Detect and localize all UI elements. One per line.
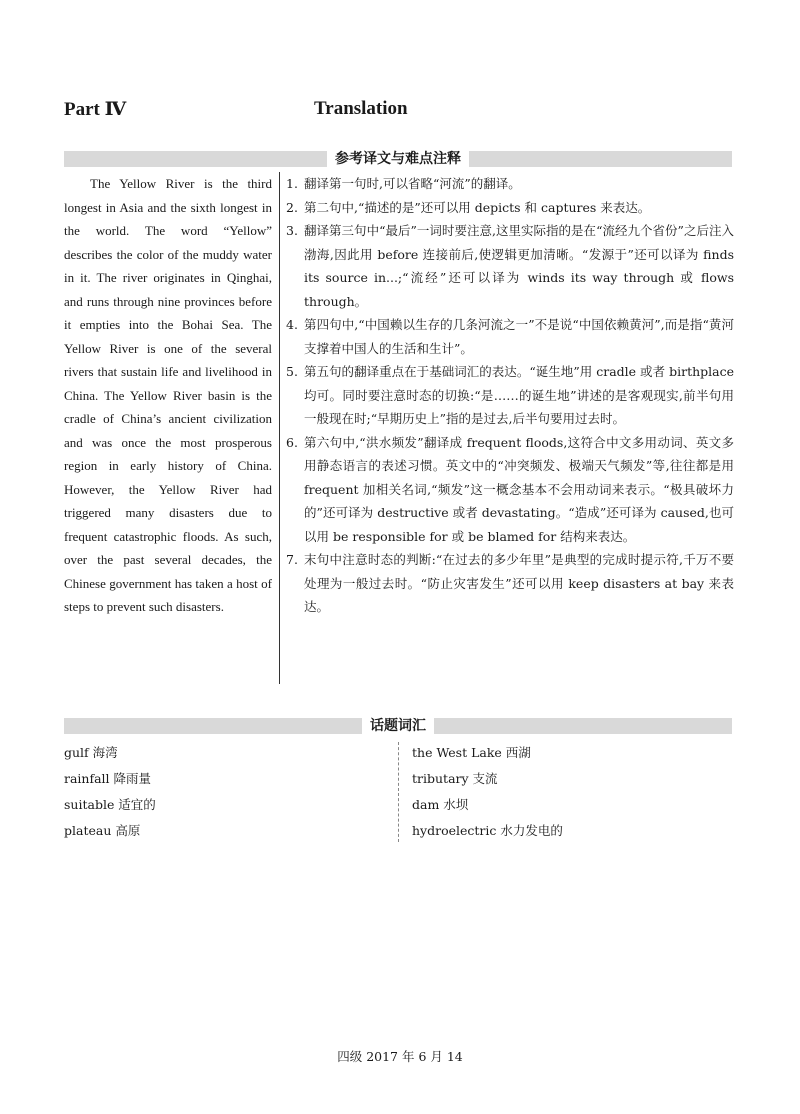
note-number: 6. (286, 434, 298, 450)
note-text: 第六句中,“洪水频发”翻译成 frequent floods,这符合中文多用动词、英文多用静态语言的表述习惯。英文中的“冲突频发、极端天气频发”等,往往都是用 frequent 加相关名词,“频发”这一概念基本不会用动词来表示。“极具破坏力的”还可译为 destructive 或者 devastating。“造成”还可译为 caused,也可以用 be responsible for 或 be blamed for 结构来表达。 (304, 434, 734, 544)
section-title-reference: 参考译文与难点注释 (327, 148, 469, 168)
vocab-item: suitable 适宜的 (64, 797, 156, 812)
note-number: 3. (286, 223, 298, 238)
section-title-vocabulary: 话题词汇 (362, 715, 434, 735)
part-label: Part Ⅳ (64, 99, 127, 120)
section-band-vocabulary (64, 718, 732, 734)
section-band-reference (64, 151, 732, 167)
vocab-item: the West Lake 西湖 (412, 745, 531, 760)
note-item (286, 431, 734, 549)
vocab-list-right (412, 740, 712, 844)
vocab-divider (398, 742, 399, 842)
note-text: 翻译第一句时,可以省略“河流”的翻译。 (304, 176, 521, 191)
note-item (286, 548, 734, 619)
note-item (286, 172, 734, 196)
vocab-item: tributary 支流 (412, 771, 498, 786)
note-number: 7. (286, 552, 298, 567)
note-text: 末句中注意时态的判断:“在过去的多少年里”是典型的完成时提示符,千万不要处理为一般过去时。“防止灾害发生”还可以用 keep disasters at bay 来表达。 (304, 552, 734, 614)
vocab-item: plateau 高原 (64, 823, 141, 838)
part-title: Translation (314, 98, 408, 119)
note-number: 5. (286, 364, 298, 379)
translation-column (64, 172, 272, 619)
vocab-list-left (64, 740, 364, 844)
vocab-item: rainfall 降雨量 (64, 771, 152, 786)
note-item (286, 313, 734, 360)
note-number: 1. (286, 176, 298, 191)
page-footer: 四级 2017 年 6 月 14 (337, 1049, 463, 1064)
note-text: 第二句中,“描述的是”还可以用 depicts 和 captures 来表达。 (304, 199, 651, 215)
note-item (286, 360, 734, 431)
note-item (286, 219, 734, 313)
vocab-item: dam 水坝 (412, 797, 469, 812)
note-text: 翻译第三句中“最后”一词时要注意,这里实际指的是在“流经九个省份”之后注入渤海,因此用 before 连接前后,使逻辑更加清晰。“发源于”还可以译为 finds its source in...;“流经”还可以译为 winds its way through 或 flows through。 (304, 223, 734, 309)
note-item (286, 196, 734, 220)
note-text: 第五句的翻译重点在于基础词汇的表达。“诞生地”用 cradle 或者 birthplace 均可。同时要注意时态的切换:“是……的诞生地”讲述的是客观现实,前半句用一般现在时;“早期历史上”指的是过去,后半句要用过去时。 (304, 364, 734, 426)
note-number: 2. (286, 199, 298, 215)
vocab-item: hydroelectric 水力发电的 (412, 823, 563, 838)
column-divider (279, 172, 280, 684)
note-number: 4. (286, 317, 298, 332)
note-text: 第四句中,“中国赖以生存的几条河流之一”不是说“中国依赖黄河”,而是指“黄河支撑着中国人的生活和生计”。 (304, 317, 734, 356)
vocab-item: gulf 海湾 (64, 745, 118, 760)
part-heading (64, 98, 744, 128)
notes-list (286, 172, 734, 619)
translation-text: The Yellow River is the third longest in Asia and the sixth longest in the world. The word “Yellow” describes the color of the muddy water in it. The river originates in Qinghai, and runs through nine provinces before it empties into the Bohai Sea. The Yellow River is one of the several rivers that sustain life and livelihood in China. The Yellow River basin is the cradle of China’s ancient civilization and was once the most prosperous region in early history of China. However, the Yellow River had triggered many disasters due to frequent catastrophic floods. As such, over the past several decades, the Chinese government has taken a host of steps to prevent such disasters. (64, 176, 272, 614)
